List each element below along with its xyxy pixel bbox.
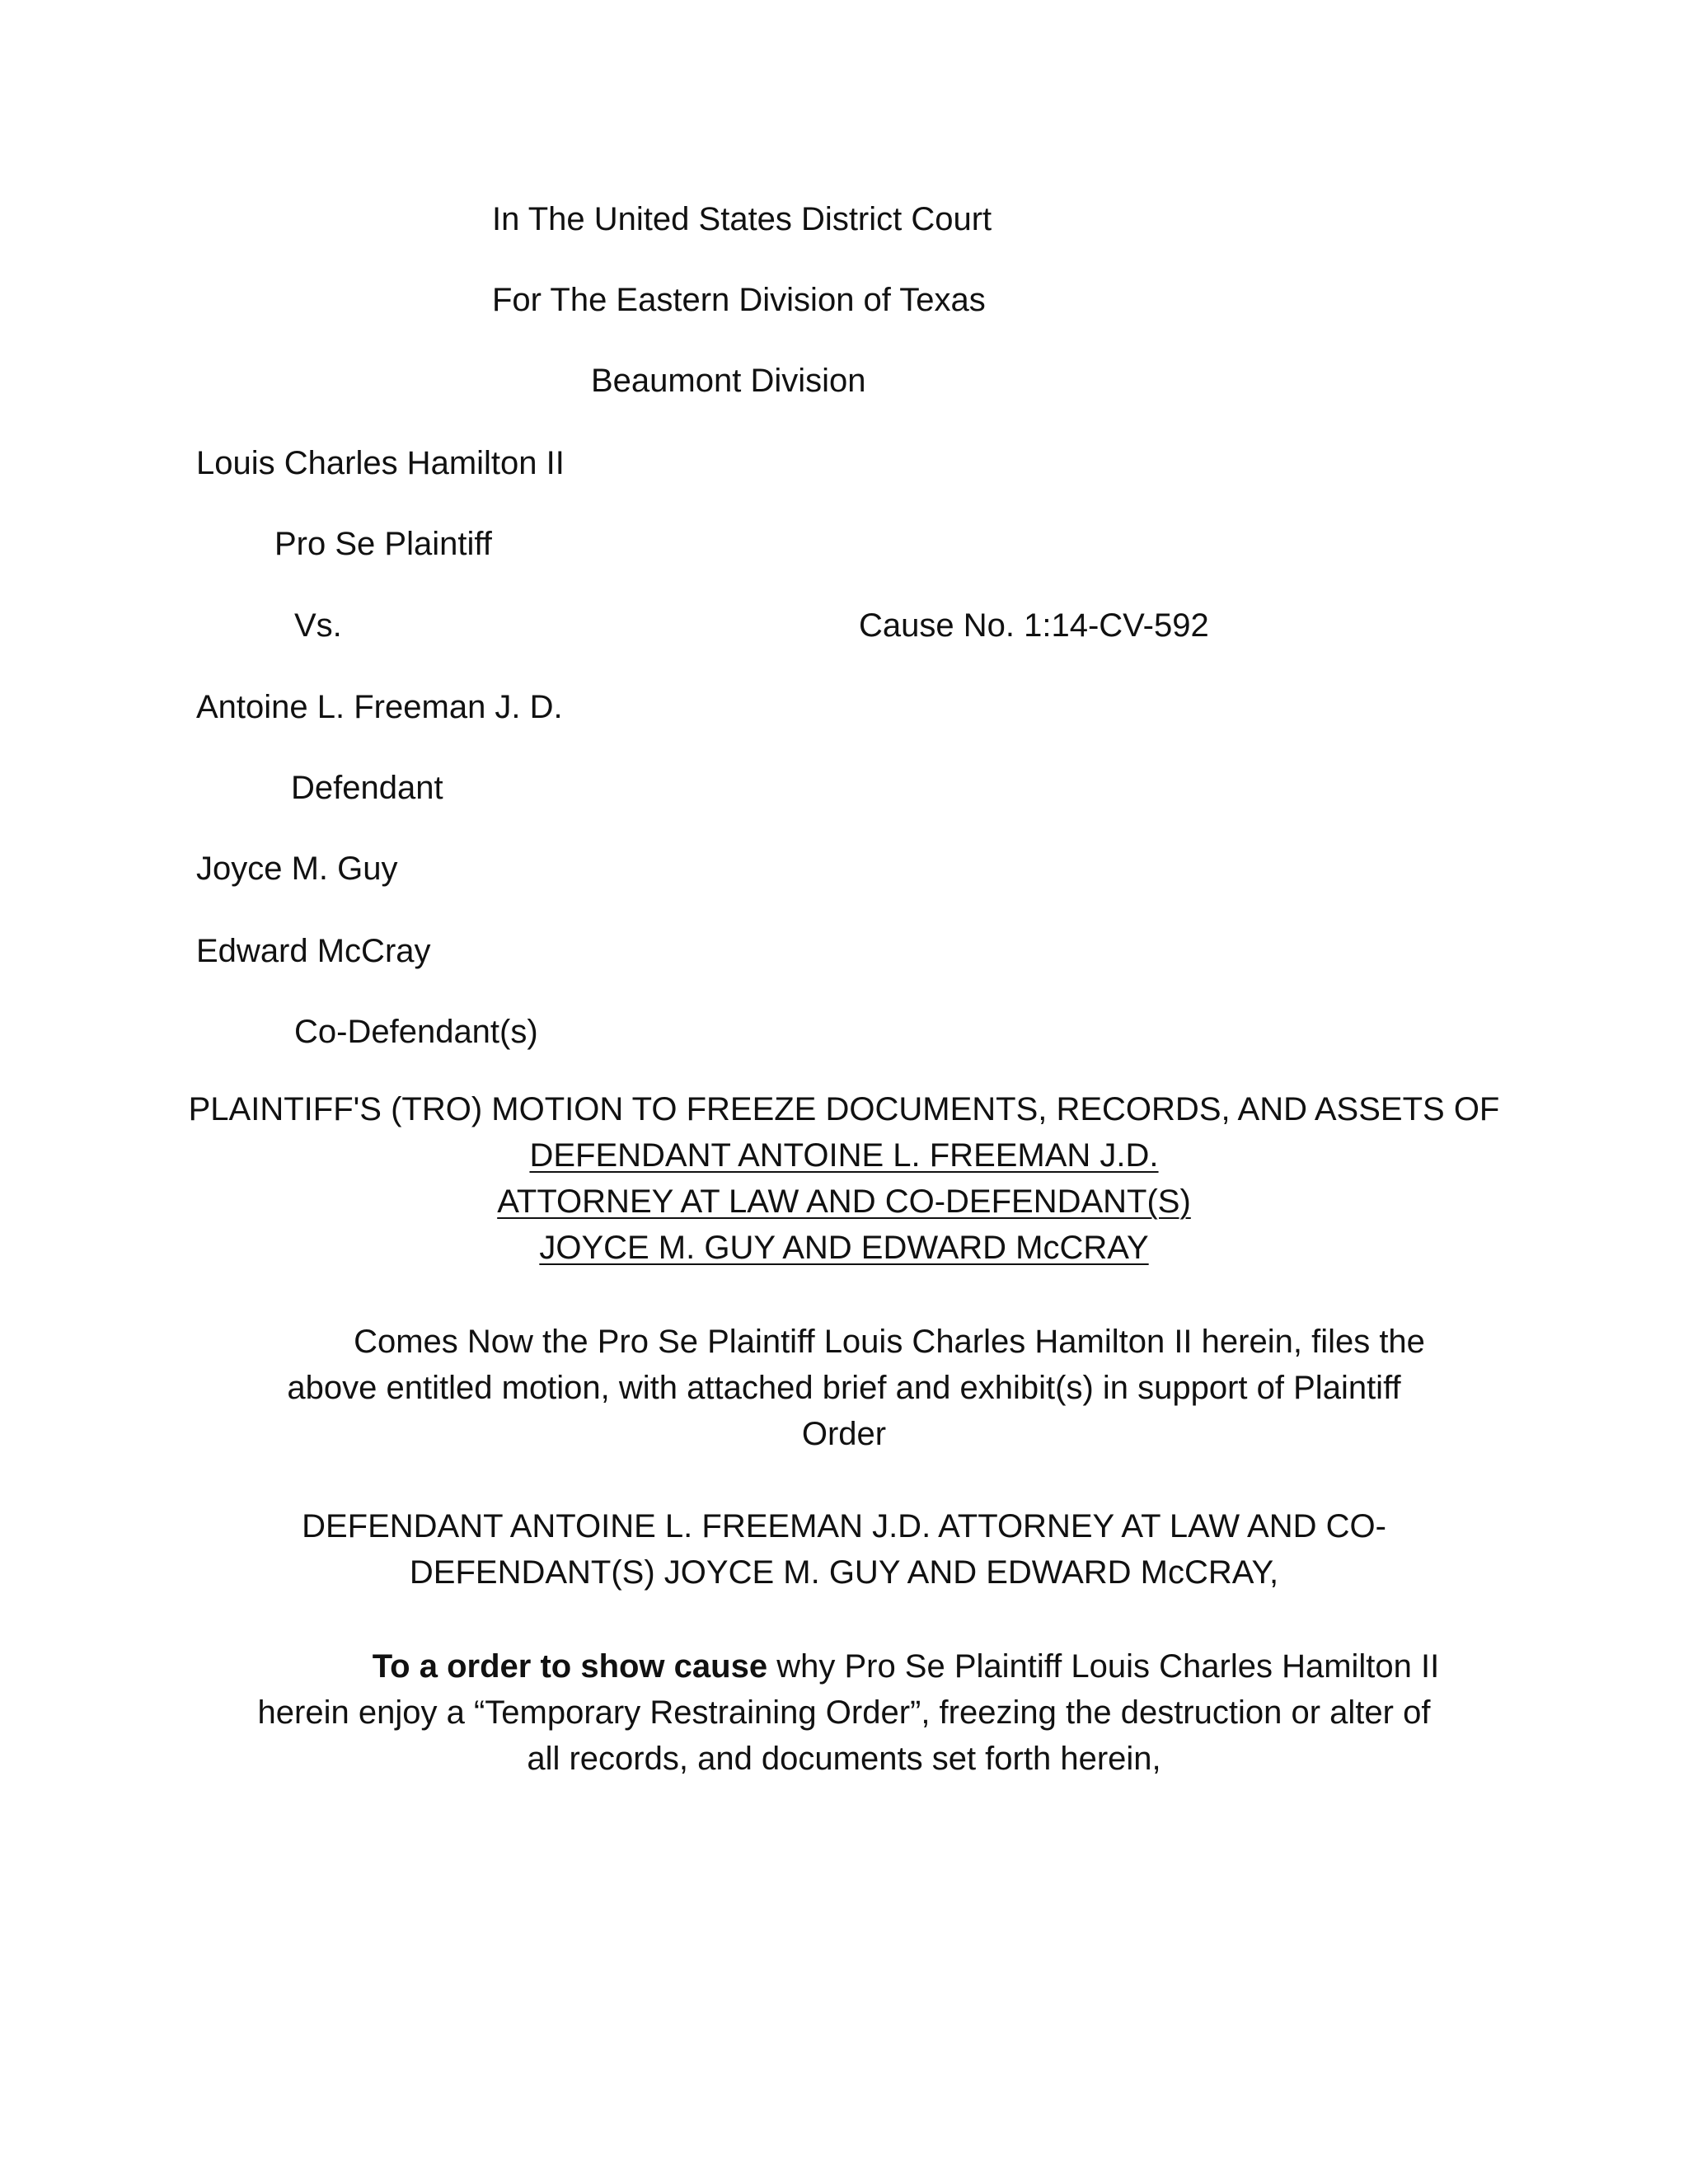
cause-number: Cause No. 1:14-CV-592: [859, 607, 1209, 644]
paragraph-1-line-3: Order: [801, 1416, 887, 1452]
court-district: For The Eastern Division of Texas: [492, 282, 986, 318]
codefendant-name-2: Edward McCray: [196, 933, 431, 969]
codefendant-name-1: Joyce M. Guy: [196, 851, 398, 887]
defendant-role: Defendant: [291, 770, 443, 806]
motion-title-line-1: PLAINTIFF'S (TRO) MOTION TO FREEZE DOCUMENTS, RECORDS, AND ASSETS OF: [188, 1091, 1500, 1127]
plaintiff-role: Pro Se Plaintiff: [274, 526, 492, 562]
motion-title-line-4: JOYCE M. GUY AND EDWARD McCRAY: [539, 1230, 1149, 1266]
paragraph-1-line-2: above entitled motion, with attached brief and exhibit(s) in support of Plaintiff: [287, 1370, 1401, 1406]
court-division: Beaumont Division: [591, 363, 866, 399]
paragraph-2-line-2: DEFENDANT(S) JOYCE M. GUY AND EDWARD McCRAY,: [409, 1554, 1279, 1591]
paragraph-2-line-1: DEFENDANT ANTOINE L. FREEMAN J.D. ATTORNEY AT LAW AND CO-: [302, 1508, 1386, 1544]
motion-title-line-2: DEFENDANT ANTOINE L. FREEMAN J.D.: [529, 1137, 1159, 1174]
paragraph-1-line-1: Comes Now the Pro Se Plaintiff Louis Charles Hamilton II herein, files the: [354, 1324, 1425, 1360]
codefendant-role: Co-Defendant(s): [294, 1014, 538, 1050]
paragraph-3-line-2: herein enjoy a “Temporary Restraining Order”, freezing the destruction or alter of: [257, 1694, 1431, 1731]
plaintiff-name: Louis Charles Hamilton II: [196, 445, 565, 481]
defendant-name: Antoine L. Freeman J. D.: [196, 689, 563, 725]
show-cause-emphasis: To a order to show cause: [372, 1648, 768, 1685]
versus: Vs.: [294, 607, 342, 644]
paragraph-3-line-3: all records, and documents set forth herein,: [527, 1741, 1161, 1777]
paragraph-3-line-1: To a order to show cause why Pro Se Plaintiff Louis Charles Hamilton II: [372, 1648, 1440, 1685]
court-name: In The United States District Court: [492, 201, 992, 237]
motion-title-line-3: ATTORNEY AT LAW AND CO-DEFENDANT(S): [497, 1183, 1191, 1220]
